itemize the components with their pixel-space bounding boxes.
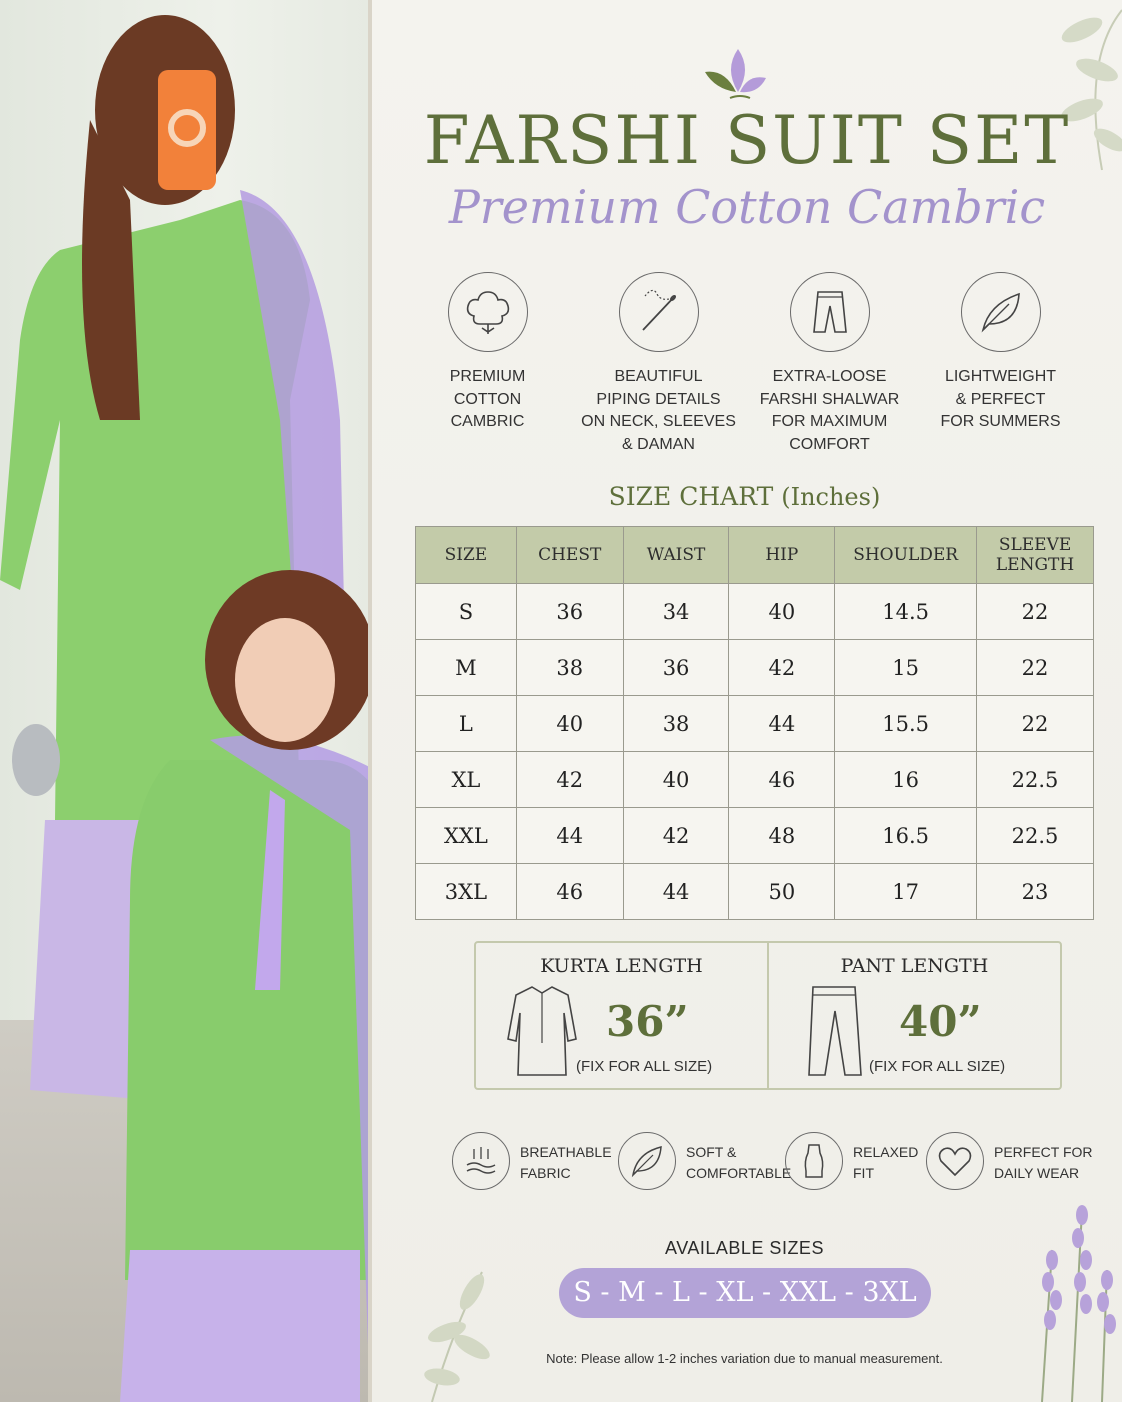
table-cell: 46 xyxy=(729,752,835,808)
column-header: SHOULDER xyxy=(835,527,977,584)
table-cell: M xyxy=(416,640,517,696)
table-cell: 17 xyxy=(835,864,977,920)
table-cell: 40 xyxy=(729,584,835,640)
kurta-length xyxy=(476,943,767,1088)
table-cell: 23 xyxy=(977,864,1094,920)
feature-label-line: FARSHI SHALWAR xyxy=(759,390,900,408)
model-photo-panel xyxy=(0,0,372,1402)
table-cell: 22.5 xyxy=(977,752,1094,808)
kurta-length-note: (FIX FOR ALL SIZE) xyxy=(576,1058,713,1075)
table-cell: 42 xyxy=(729,640,835,696)
feature-label-line: COTTON xyxy=(453,390,522,408)
leaf-logo-icon xyxy=(700,44,770,104)
table-header-row xyxy=(416,527,1094,584)
table-cell: 50 xyxy=(729,864,835,920)
feature-label-line: PREMIUM xyxy=(449,368,526,385)
table-cell: 22.5 xyxy=(977,808,1094,864)
cotton-icon xyxy=(448,272,528,352)
column-header: HIP xyxy=(729,527,835,584)
feature-item xyxy=(744,272,915,462)
table-cell: 36 xyxy=(516,584,623,640)
feature-list xyxy=(402,272,1122,462)
pant-length-title: PANT LENGTH xyxy=(840,955,989,977)
needle-icon xyxy=(619,272,699,352)
table-row xyxy=(416,752,1094,808)
kurta-icon xyxy=(506,983,578,1079)
length-box xyxy=(474,941,1062,1090)
table-row xyxy=(416,696,1094,752)
benefit-label-line: PERFECT FOR xyxy=(994,1144,1093,1160)
table-cell: 46 xyxy=(516,864,623,920)
table-cell: L xyxy=(416,696,517,752)
pant-length-note: (FIX FOR ALL SIZE) xyxy=(869,1058,1006,1075)
branch-decoration-bottom-left xyxy=(412,1262,512,1402)
feature-label-line: PIPING DETAILS xyxy=(596,390,721,408)
table-cell: 15.5 xyxy=(835,696,977,752)
dress-form-icon xyxy=(785,1132,843,1190)
benefit-label-line: SOFT & xyxy=(686,1144,737,1160)
feature-item xyxy=(915,272,1086,462)
table-cell: 34 xyxy=(623,584,729,640)
table-cell: 14.5 xyxy=(835,584,977,640)
content-panel xyxy=(372,0,1122,1402)
benefit-label-line: FABRIC xyxy=(520,1165,571,1181)
benefit-label-line: RELAXED xyxy=(853,1144,919,1160)
table-cell: 22 xyxy=(977,640,1094,696)
table-cell: 38 xyxy=(516,640,623,696)
table-cell: 44 xyxy=(516,808,623,864)
model-photo xyxy=(0,0,372,1402)
pant-length xyxy=(767,943,1060,1088)
feature-label-line: BEAUTIFUL xyxy=(614,368,703,385)
feature-label-line: LIGHTWEIGHT xyxy=(944,368,1057,385)
feature-label-line: FOR SUMMERS xyxy=(940,413,1061,430)
size-chart-table xyxy=(415,526,1094,920)
table-cell: 15 xyxy=(835,640,977,696)
available-sizes-badge: S - M - L - XL - XXL - 3XL xyxy=(559,1268,931,1318)
table-cell: 36 xyxy=(623,640,729,696)
leaf-icon xyxy=(618,1132,676,1190)
heart-icon xyxy=(926,1132,984,1190)
table-cell: 22 xyxy=(977,696,1094,752)
kurta-length-value: 36” xyxy=(606,997,689,1046)
trousers-icon xyxy=(790,272,870,352)
feature-label-line: EXTRA-LOOSE xyxy=(772,368,887,385)
table-row xyxy=(416,584,1094,640)
page-subtitle: Premium Cotton Cambric xyxy=(448,180,1046,234)
kurta-length-title: KURTA LENGTH xyxy=(540,955,703,977)
feature-item xyxy=(402,272,573,462)
table-cell: 22 xyxy=(977,584,1094,640)
page-title: FARSHI SUIT SET xyxy=(423,102,1071,179)
benefit-label-line: BREATHABLE xyxy=(520,1144,612,1160)
column-header: SLEEVE LENGTH xyxy=(977,527,1094,584)
table-cell: 48 xyxy=(729,808,835,864)
measurement-note: Note: Please allow 1-2 inches variation due to manual measurement. xyxy=(546,1351,943,1366)
table-cell: 3XL xyxy=(416,864,517,920)
table-cell: S xyxy=(416,584,517,640)
table-row xyxy=(416,640,1094,696)
table-row xyxy=(416,864,1094,920)
column-header: WAIST xyxy=(623,527,729,584)
benefit-label-line: FIT xyxy=(853,1165,874,1181)
benefit-label-line: DAILY WEAR xyxy=(994,1165,1080,1181)
size-chart-title-text: SIZE CHART xyxy=(608,482,774,511)
feature-label-line: COMFORT xyxy=(789,435,870,453)
table-cell: 42 xyxy=(516,752,623,808)
column-header: SIZE xyxy=(416,527,517,584)
table-cell: 38 xyxy=(623,696,729,752)
size-chart-unit: (Inches) xyxy=(781,483,881,511)
column-header: CHEST xyxy=(516,527,623,584)
table-cell: 16.5 xyxy=(835,808,977,864)
table-cell: XL xyxy=(416,752,517,808)
benefit-list xyxy=(452,1132,1122,1194)
size-chart-title xyxy=(372,482,1117,511)
benefit-label-line: COMFORTABLE xyxy=(686,1165,792,1181)
table-cell: 44 xyxy=(729,696,835,752)
feature-label-line: FOR MAXIMUM xyxy=(771,413,888,430)
feature-label-line: CAMBRIC xyxy=(450,413,525,430)
feature-label-line: & PERFECT xyxy=(955,390,1046,408)
table-row xyxy=(416,808,1094,864)
table-cell: 40 xyxy=(623,752,729,808)
pant-icon xyxy=(799,983,871,1079)
available-sizes-label: AVAILABLE SIZES xyxy=(665,1238,824,1258)
lavender-decoration xyxy=(1012,1190,1122,1402)
table-cell: XXL xyxy=(416,808,517,864)
table-cell: 44 xyxy=(623,864,729,920)
feather-icon xyxy=(961,272,1041,352)
table-cell: 40 xyxy=(516,696,623,752)
breathable-icon xyxy=(452,1132,510,1190)
feature-label-line: & DAMAN xyxy=(622,435,695,453)
pant-length-value: 40” xyxy=(899,997,982,1046)
table-cell: 16 xyxy=(835,752,977,808)
table-cell: 42 xyxy=(623,808,729,864)
feature-item xyxy=(573,272,744,462)
feature-label-line: ON NECK, SLEEVES xyxy=(581,413,736,430)
